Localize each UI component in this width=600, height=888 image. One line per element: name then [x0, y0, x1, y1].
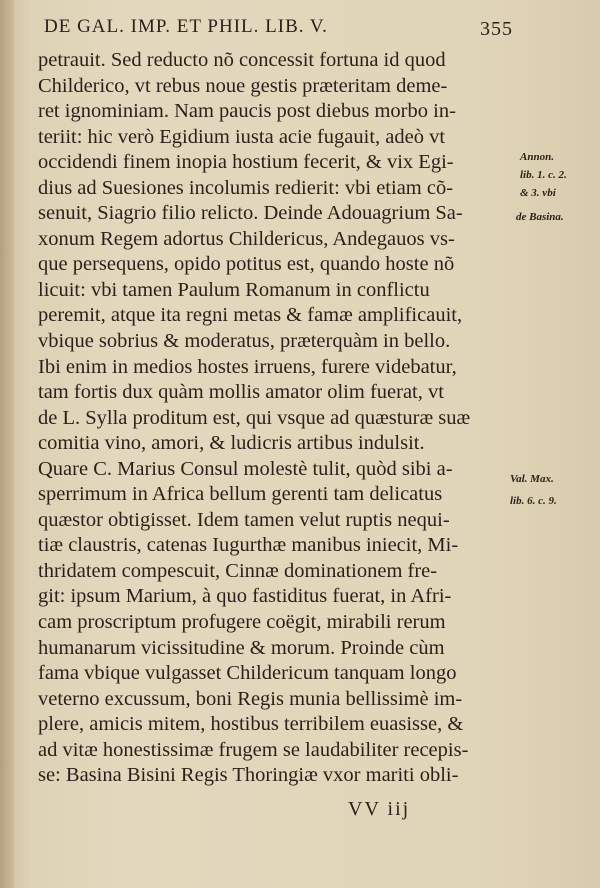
text-line: dius ad Suesiones incolumis redierit: vbi etiam cõ-	[38, 176, 454, 199]
text-line: quæstor obtigisset. Idem tamen velut ruptis nequi-	[38, 508, 450, 531]
body-text	[38, 48, 508, 789]
page-number: 355	[480, 18, 513, 40]
text-line: senuit, Siagrio filio relicto. Deinde Adouagrium Sa-	[38, 202, 463, 225]
text-line: plere, amicis mitem, hostibus terribilem euasisse, &	[38, 713, 464, 736]
marginal-note: & 3. vbi	[520, 187, 556, 199]
signature-mark: VV iij	[348, 798, 411, 820]
running-head-title: DE GAL. IMP. ET PHIL. LIB. V.	[44, 16, 328, 37]
text-line: sperrimum in Africa bellum gerenti tam delicatus	[38, 483, 443, 506]
text-line: de L. Sylla proditum est, qui vsque ad quæsturæ suæ	[38, 406, 471, 429]
text-line: fama vbique vulgasset Childericum tanquam longo	[38, 662, 457, 685]
text-line: xonum Regem adortus Childericus, Andegauos vs-	[38, 227, 455, 250]
marginal-note: lib. 1. c. 2.	[520, 169, 567, 181]
text-line: occidendi finem inopia hostium fecerit, & vix Egi-	[38, 151, 454, 174]
text-line: peremit, atque ita regni metas & famæ amplificauit,	[38, 304, 463, 327]
text-line: comitia vino, amori, & ludicris artibus indulsit.	[38, 432, 425, 455]
text-line: Quare C. Marius Consul molestè tulit, quòd sibi a-	[38, 457, 453, 480]
text-line: humanarum vicissitudine & morum. Proinde cùm	[38, 636, 445, 659]
text-line: git: ipsum Marium, à quo fastiditus fuerat, in Afri-	[38, 585, 452, 608]
marginal-note: lib. 6. c. 9.	[510, 495, 557, 507]
text-line: licuit: vbi tamen Paulum Romanum in conflictu	[38, 278, 430, 301]
text-line: se: Basina Bisini Regis Thoringiæ vxor mariti obli-	[38, 764, 459, 787]
marginal-note: de Basina.	[516, 211, 564, 223]
marginal-note: Annon.	[520, 151, 554, 163]
text-line: thridatem compescuit, Cinnæ dominationem fre-	[38, 559, 438, 582]
text-line: cam proscriptum profugere coëgit, mirabili rerum	[38, 611, 446, 634]
marginal-note: Val. Max.	[510, 473, 554, 485]
text-line: ad vitæ honestissimæ frugem se laudabiliter recepis-	[38, 738, 469, 761]
text-line: tam fortis dux quàm mollis amator olim fuerat, vt	[38, 381, 444, 404]
text-line: veterno excussum, boni Regis munia bellissimè im-	[38, 687, 463, 710]
text-line: teriit: hic verò Egidium iusta acie fugauit, adeò vt	[38, 125, 446, 148]
text-line: vbique sobrius & moderatus, præterquàm in bello.	[38, 330, 451, 353]
text-line: que persequens, opido potitus est, quando hoste nõ	[38, 253, 455, 276]
page-gutter-shadow	[0, 0, 14, 888]
text-line: tiæ claustris, catenas Iugurthæ manibus iniecit, Mi-	[38, 534, 459, 557]
text-line: ret ignominiam. Nam paucis post diebus morbo in-	[38, 100, 456, 123]
text-line: petrauit. Sed reducto nõ concessit fortuna id quod	[38, 49, 446, 71]
text-line: Ibi enim in medios hostes irruens, furere videbatur,	[38, 355, 457, 378]
text-line: Childerico, vt rebus noue gestis præteritam deme-	[38, 74, 448, 97]
